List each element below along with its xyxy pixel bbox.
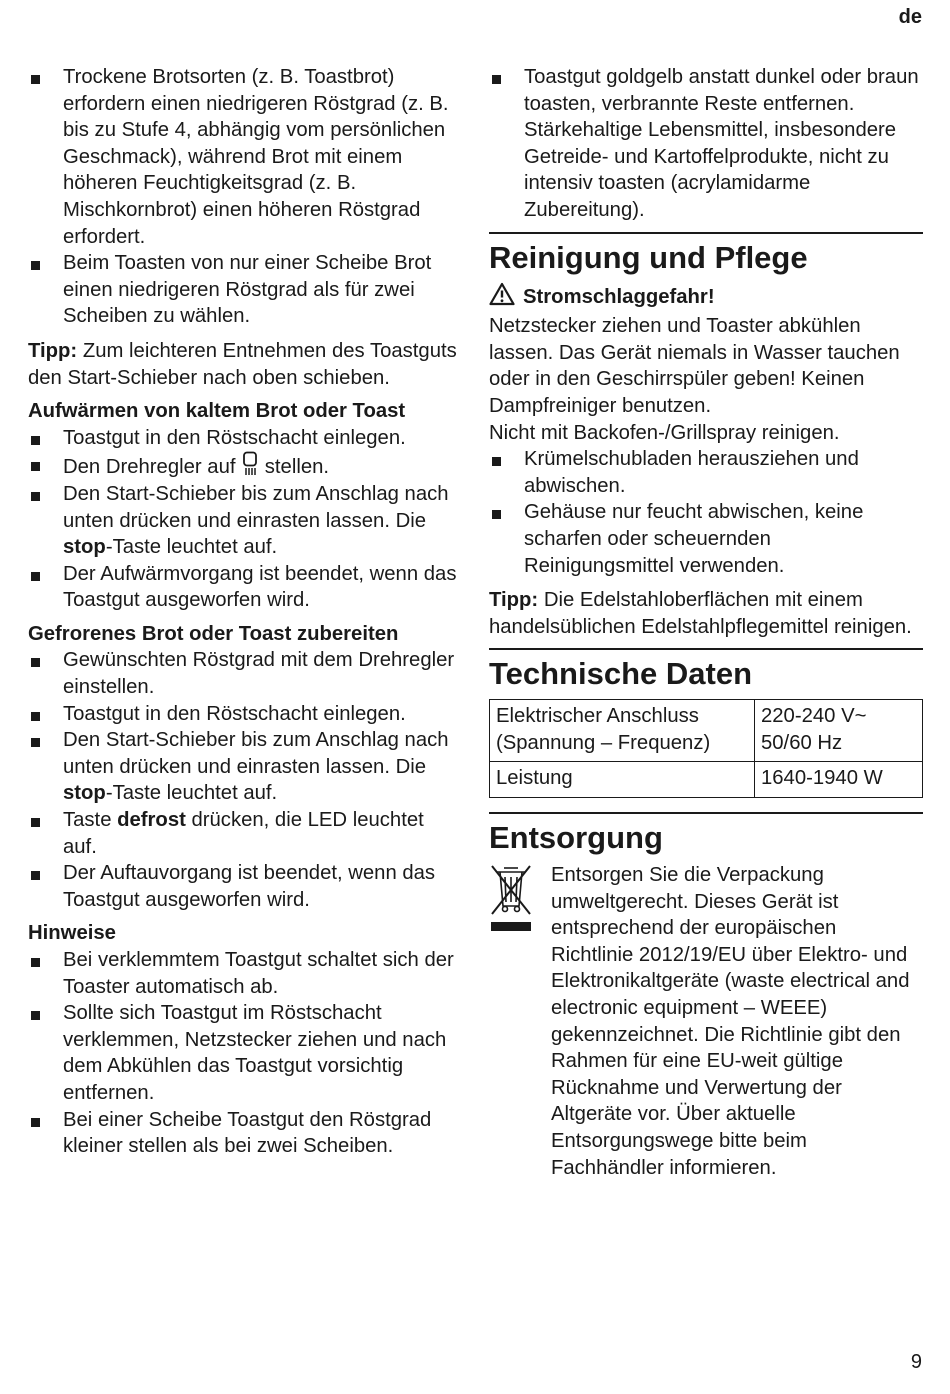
language-label: de [898,6,922,28]
warm-setting-icon [241,451,259,477]
list-item: Krümelschubladen herausziehen und abwischen. [489,446,923,499]
list-item: Den Start-Schieber bis zum Anschlag nach unten drücken und einrasten lassen. Die stop-Taste leuchtet auf. [28,481,462,561]
list-item: Toastgut in den Röstschacht einlegen. [28,425,462,452]
table-cell-label: Leistung [490,762,755,798]
table-cell-value: 220-240 V~ 50/60 Hz [755,700,923,762]
list-item: Trockene Brotsorten (z. B. Toastbrot) erfordern einen niedrigeren Röstgrad (z. B. bis zu Stufe 4, abhängig vom persönlichen Geschmack), während Brot mit einem höheren Feuchtigkeitsgrad (z. B. Mischkornbrot) einen höheren Röstgrad erfordert. [28,64,462,250]
table-row [490,762,923,798]
list-item: Gehäuse nur feucht abwischen, keine scharfen oder scheuernden Reinigungsmittel verwenden. [489,499,923,579]
list-item: Toastgut goldgelb anstatt dunkel oder braun toasten, verbrannte Reste entfernen. Stärkehaltige Lebensmittel, insbesondere Getreide- und Kartoffelprodukte, nicht zu intensiv toasten (acrylamidarme Zubereitung). [489,64,923,224]
tip-label: Tipp: [28,339,78,362]
list-item: Gewünschten Röstgrad mit dem Drehregler einstellen. [28,647,462,700]
disposal-block [489,862,923,1181]
list-item: Beim Toasten von nur einer Scheibe Brot einen niedrigeren Röstgrad als für zwei Scheiben zu wählen. [28,250,462,330]
cleaning-list [489,446,923,579]
list-item: Den Drehregler auf stellen. [28,451,462,481]
section-heading-notes: Hinweise [28,922,116,945]
section-heading-warm: Aufwärmen von kaltem Brot oder Toast [28,400,406,423]
list-item: Sollte sich Toastgut im Röstschacht verklemmen, Netzstecker ziehen und nach dem Abkühlen das Toastgut vorsichtig entfernen. [28,1000,462,1106]
warning-triangle-icon [489,282,515,314]
page-number: 9 [910,1351,922,1373]
cleaning-text: Netzstecker ziehen und Toaster abkühlen lassen. Das Gerät niemals in Wasser tauchen oder in den Geschirrspüler geben! Keinen Dampfreiniger benutzen. [489,315,900,417]
warning-text: Stromschlaggefahr! [523,286,715,309]
warning-line [489,282,923,314]
list-item: Der Aufwärmvorgang ist beendet, wenn das Toastgut ausgeworfen wird. [28,561,462,614]
tip-text: Die Edelstahloberflächen mit einem handelsüblichen Edelstahlpflegemittel reinigen. [489,589,912,638]
tip-text: Zum leichteren Entnehmen des Toastguts den Start-Schieber nach oben schieben. [28,339,457,389]
warm-steps-list [28,425,462,614]
right-column [489,64,923,1181]
frozen-steps-list [28,647,462,913]
disposal-text: Entsorgen Sie die Verpackung umweltgerecht. Dieses Gerät ist entsprechend der europäischen Richtlinie 2012/19/EU über Elektro- und Elektronikaltgeräte (waste electrical and electronic equipment – WEEE) gekennzeichnet. Die Richtlinie gibt den Rahmen für eine EU-weit gültige Rücknahme und Verwertung der Altgeräte vor. Über aktuelle Entsorgungswege bitte beim Fachhändler informieren. [551,864,910,1179]
list-item: Taste defrost drücken, die LED leuchtet auf. [28,807,462,860]
tip-paragraph-2 [489,587,923,640]
list-item: Toastgut in den Röstschacht einlegen. [28,701,462,728]
section-title-tech: Technische Daten [489,648,923,693]
table-row [490,700,923,762]
list-item: Bei verklemmtem Toastgut schaltet sich der Toaster automatisch ab. [28,947,462,1000]
section-title-cleaning: Reinigung und Pflege [489,232,923,277]
list-item: Der Auftauvorgang ist beendet, wenn das Toastgut ausgeworfen wird. [28,860,462,913]
list-item: Den Start-Schieber bis zum Anschlag nach unten drücken und einrasten lassen. Die stop-Taste leuchtet auf. [28,727,462,807]
left-column [28,64,462,1160]
cleaning-text-2: Nicht mit Backofen-/Grillspray reinigen. [489,421,840,444]
notes-list [28,947,462,1160]
list-item: Bei einer Scheibe Toastgut den Röstgrad kleiner stellen als bei zwei Scheiben. [28,1107,462,1160]
tip-label: Tipp: [489,589,539,612]
table-cell-label: Elektrischer Anschluss (Spannung – Frequenz) [490,700,755,762]
tip-paragraph [28,338,462,391]
section-title-disposal: Entsorgung [489,812,923,857]
tech-data-table [489,699,923,798]
roast-tips-list [28,64,462,330]
table-cell-value: 1640-1940 W [755,762,923,798]
toast-advice-list [489,64,923,224]
section-heading-frozen: Gefrorenes Brot oder Toast zubereiten [28,622,399,645]
weee-bin-icon [489,862,539,1181]
